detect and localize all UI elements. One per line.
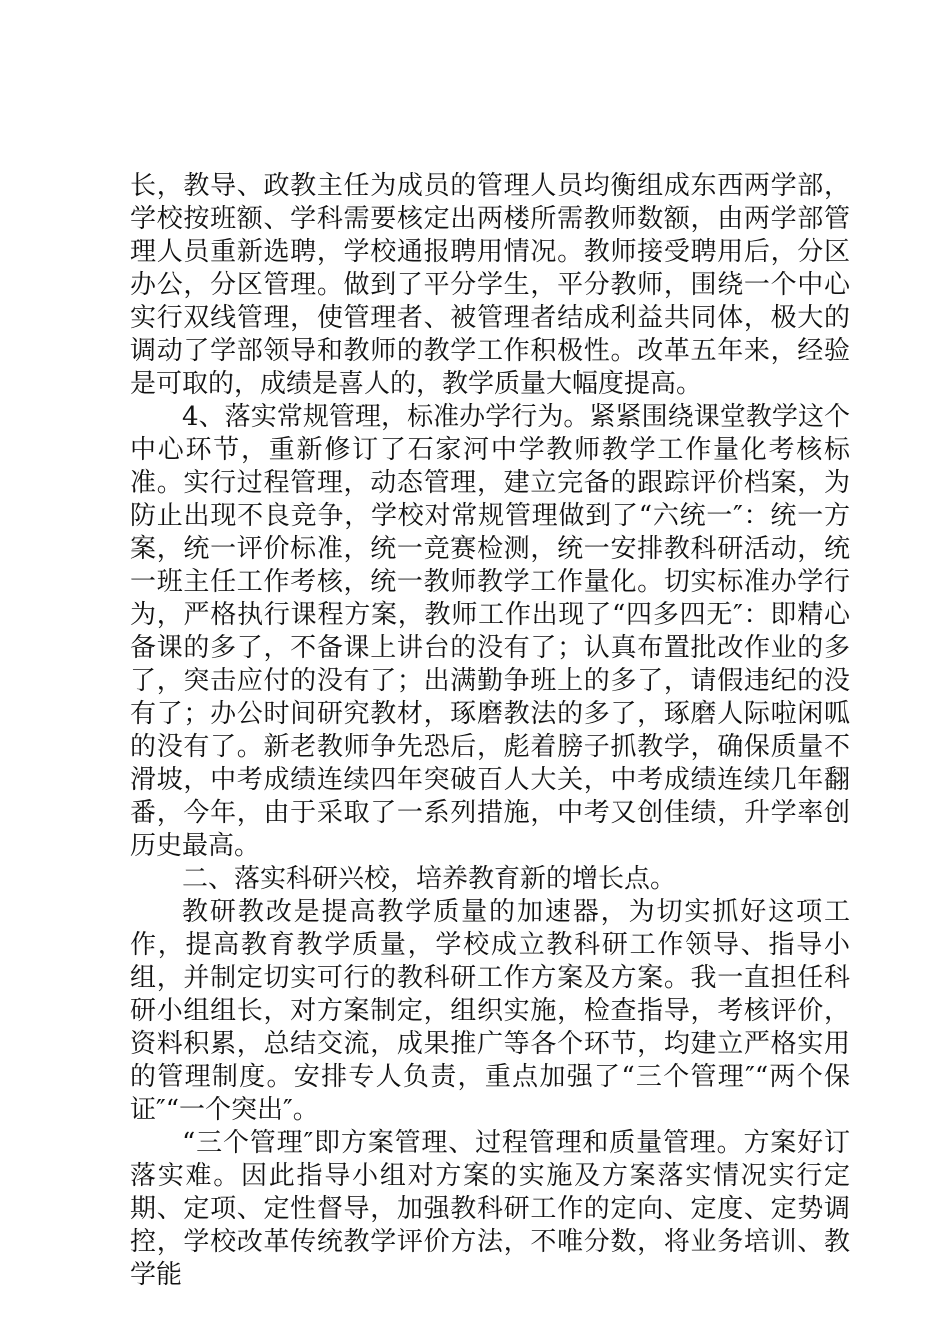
paragraph-routine-management: 4、落实常规管理，标准办学行为。紧紧围绕课堂教学这个中心环节，重新修订了石家河中学教师教学工作量化考核标准。实行过程管理，动态管理，建立完备的跟踪评价档案，为防止出现不良竞争，学校对常规管理做到了“六统一″：统一方案，统一评价标准，统一竞赛检测，统一安排教科研活动，统一班主任工作考核，统一教师教学工作量化。切实标准办学行为，严格执行课程方案，教师工作出现了“四多四无″：即精心备课的多了，不备课上讲台的没有了；认真布置批改作业的多了，突击应付的没有了；出满勤争班上的多了，请假违纪的没有了；办公时间研究教材，琢磨教法的多了，琢磨人际啦闲呱的没有了。新老教师争先恐后，彪着膀子抓教学，确保质量不滑坡，中考成绩连续四年突破百人大关，中考成绩连续几年翻番，今年，由于采取了一系列措施，中考又创佳绩，升学率创历史最高。 <box>130 402 850 861</box>
paragraph-three-managements: “三个管理″即方案管理、过程管理和质量管理。方案好订落实难。因此指导小组对方案的实施及方案落实情况实行定期、定项、定性督导，加强教科研工作的定向、定度、定势调控，学校改革传统教学评价方法，不唯分数，将业务培训、教学能 <box>130 1128 850 1290</box>
paragraph-continuation: 长，教导、政教主任为成员的管理人员均衡组成东西两学部，学校按班额、学科需要核定出两楼所需教师数额，由两学部管理人员重新选聘，学校通报聘用情况。教师接受聘用后，分区办公，分区管理。做到了平分学生，平分教师，围绕一个中心实行双线管理，使管理者、被管理者结成利益共同体，极大的调动了学部领导和教师的教学工作积极性。改革五年来，经验是可取的，成绩是喜人的，教学质量大幅度提高。 <box>130 171 850 399</box>
paragraph-research-reform: 教研教改是提高教学质量的加速器，为切实抓好这项工作，提高教育教学质量，学校成立教科研工作领导、指导小组，并制定切实可行的教科研工作方案及方案。我一直担任科研小组组长，对方案制定，组织实施，检查指导，考核评价，资料积累，总结交流，成果推广等各个环节，均建立严格实用的管理制度。安排专人负责，重点加强了“三个管理″“两个保证″“一个突出″。 <box>130 897 850 1125</box>
section-heading-research: 二、落实科研兴校，培养教育新的增长点。 <box>182 864 677 894</box>
document-body <box>130 170 850 1292</box>
